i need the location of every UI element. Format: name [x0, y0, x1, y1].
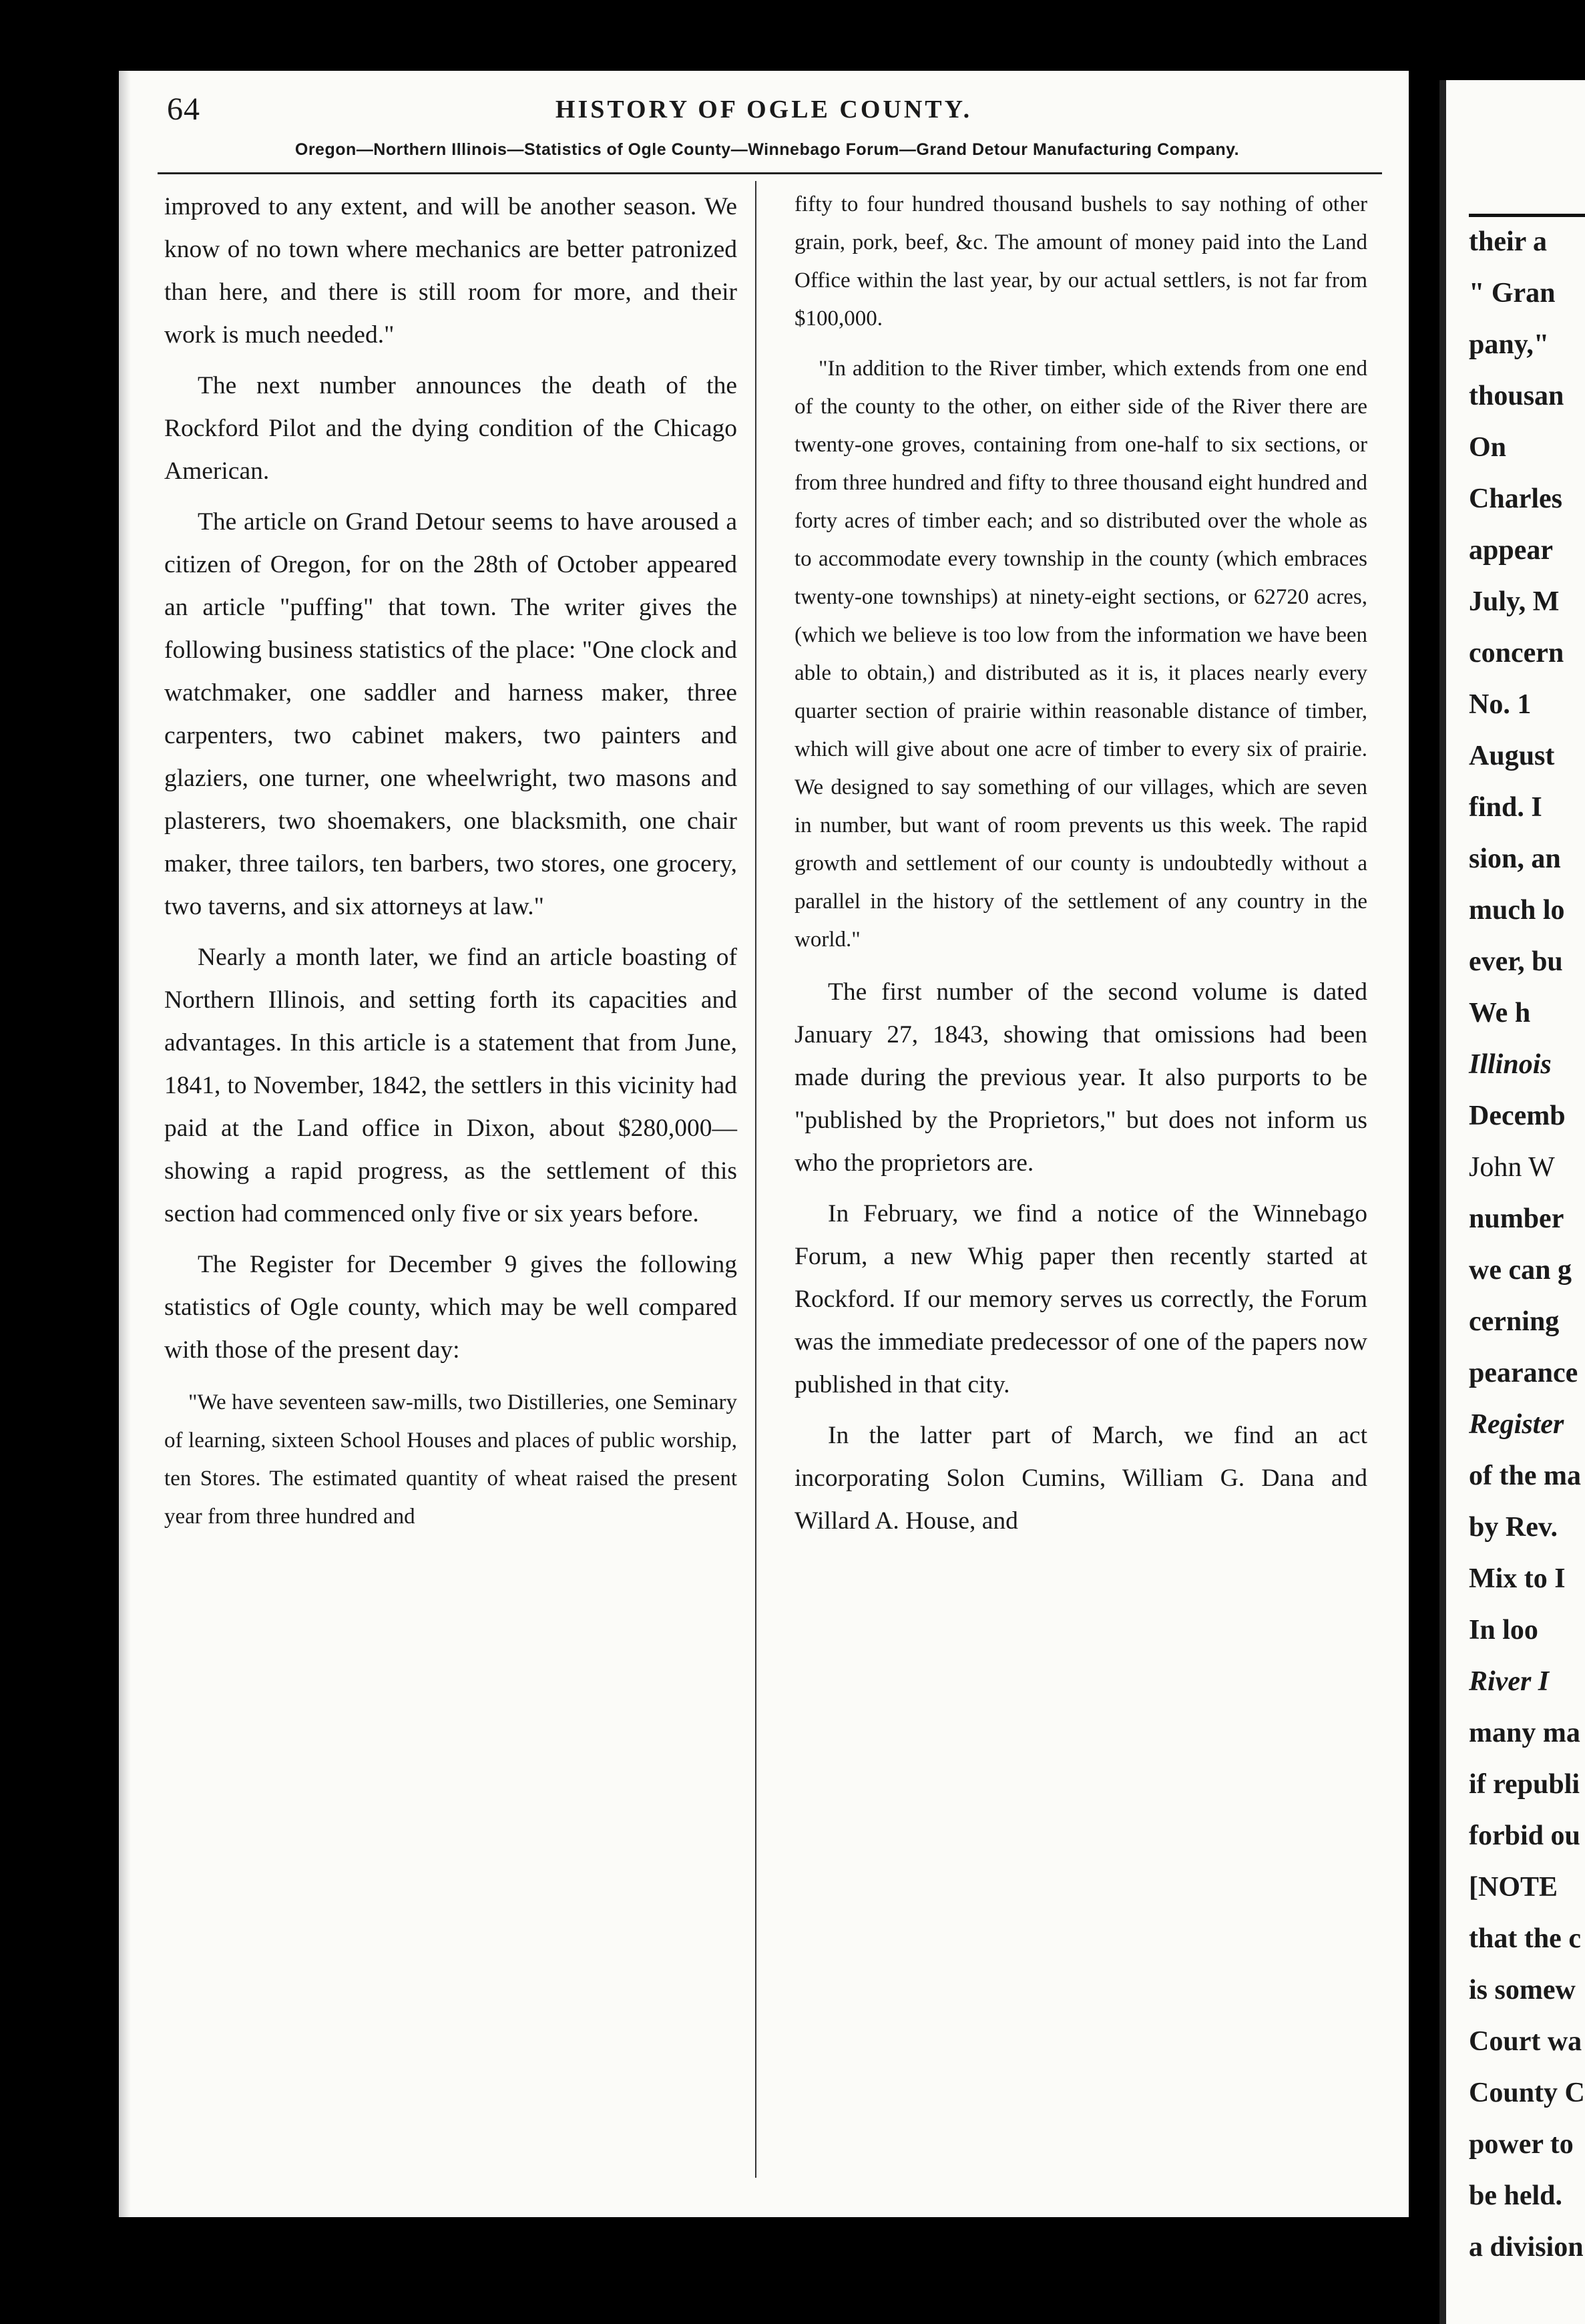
next-page-text-fragment: Register — [1469, 1409, 1564, 1440]
paragraph: The next number announces the death of the Rockford Pilot and the dying condition of the Chicago American. — [164, 372, 737, 485]
paragraph: Nearly a month later, we find an article boasting of Northern Illinois, and setting forth its capacities and advantages. In this article is a statement that from June, 1841, to November, 1842, the settlers in this vicinity had paid at the Land office in Dixon, about $280,000—showing a rapid progress, as the settlement of this section had commenced only five or six years before. — [164, 944, 737, 1227]
paragraph: improved to any extent, and will be another season. We know of no town where mechanics are better patronized than here, and there is still room for more, and their work is much needed." — [164, 193, 737, 349]
paragraph: The article on Grand Detour seems to have aroused a citizen of Oregon, for on the 28th of October appeared an article "puffing" that town. The writer gives the following business statistics of the place: "One clock and watchmaker, one saddler and harness maker, three carpenters, two cabinet makers, two painters and glaziers, one turner, one wheelwright, two masons and plasterers, two shoemakers, one blacksmith, one chair maker, three tailors, ten barbers, two stores, one grocery, two taverns, and six attorneys at law." — [164, 508, 737, 920]
next-page-text-fragment: Illinois — [1469, 1049, 1552, 1080]
page-gap — [1439, 80, 1446, 2324]
next-page-text-fragment: sion, an — [1469, 843, 1561, 874]
book-page — [119, 71, 1409, 2217]
next-page-text-fragment: is somew — [1469, 1975, 1576, 2005]
next-page-text-fragment: be held. — [1469, 2180, 1563, 2211]
next-page-text-fragment: much lo — [1469, 895, 1565, 926]
next-page-text-fragment: forbid ou — [1469, 1820, 1580, 1851]
left-column — [164, 186, 737, 1548]
next-page-text-fragment: by Rev. — [1469, 1512, 1558, 1543]
next-page-text-fragment: Decemb — [1469, 1101, 1566, 1131]
next-page-text-fragment: number — [1469, 1203, 1564, 1234]
next-page-text-fragment: cerning — [1469, 1306, 1560, 1337]
next-page-text-fragment: " Gran — [1469, 278, 1556, 309]
next-page-header-rule — [1469, 214, 1585, 217]
next-page-text-fragment: No. 1 — [1469, 689, 1532, 720]
quoted-paragraph: "In addition to the River timber, which extends from one end of the county to the other, on either side of the River there are twenty-one groves, containing from one-half to six sections, or from three hundred and fifty to three thousand eight hundred and forty acres of timber each; and so distributed over the whole as to accommodate every township in the county (which embraces twenty-one townships) at ninety-eight sections, or 62720 acres, (which we believe is too low from the information we have been able to obtain,) and distributed as it is, it places nearly every quarter section of prairie within reasonable distance of timber, which will give about one acre of timber to every six of prairie. We designed to say something of our villages, which are seven in number, but want of room prevents us this week. The rapid growth and settlement of our county is undoubtedly without a parallel in the history of the settlement of any country in the world." — [795, 357, 1367, 952]
paragraph: In the latter part of March, we find an act incorporating Solon Cumins, William G. Dana and Willard A. House, and — [795, 1422, 1367, 1535]
next-page-text-fragment: We h — [1469, 998, 1531, 1028]
next-page-text-fragment: concern — [1469, 638, 1564, 668]
next-page-text-fragment: ever, bu — [1469, 946, 1563, 977]
next-page-text-fragment: July, M — [1469, 586, 1560, 617]
next-page-text-fragment: pany," — [1469, 329, 1550, 360]
next-page-text-fragment: River I — [1469, 1666, 1550, 1697]
quoted-paragraph: fifty to four hundred thousand bushels to say nothing of other grain, pork, beef, &c. The amount of money paid into the Land Office within the last year, by our actual settlers, is not far from $100,000. — [795, 192, 1367, 331]
next-page-text-fragment: find. I — [1469, 792, 1542, 823]
next-page-text-fragment: Court wa — [1469, 2026, 1582, 2057]
next-page-text-fragment: In loo — [1469, 1615, 1538, 1645]
next-page-text-fragment: thousan — [1469, 381, 1564, 411]
next-page-text-fragment: their a — [1469, 226, 1548, 257]
paragraph: The first number of the second volume is dated January 27, 1843, showing that omissions had been made during the previous year. It also purports to be "published by the Proprietors," but does not inform us who the proprietors are. — [795, 978, 1367, 1177]
quoted-paragraph: "We have seventeen saw-mills, two Distilleries, one Seminary of learning, sixteen School Houses and places of public worship, ten Stores. The estimated quantity of wheat raised the present year from three hundred and — [164, 1390, 737, 1529]
next-page-text-fragment: many ma — [1469, 1718, 1580, 1748]
page-number: 64 — [167, 91, 200, 127]
next-page-text-fragment: On — [1469, 432, 1507, 463]
next-page-text-fragment: if republi — [1469, 1769, 1580, 1800]
section-subhead: Oregon—Northern Illinois—Statistics of Ogle County—Winnebago Forum—Grand Detour Manufacturing Company. — [294, 140, 1240, 159]
next-page-text-fragment: we can g — [1469, 1255, 1572, 1286]
next-page-text-fragment: power to — [1469, 2129, 1574, 2160]
next-page-text-fragment: appear — [1469, 535, 1553, 566]
page-gutter-shadow — [119, 71, 131, 2217]
column-divider — [755, 181, 756, 2178]
right-column — [795, 186, 1367, 1551]
next-page-text-fragment: August — [1469, 741, 1555, 771]
next-page-text-fragment: County C — [1469, 2078, 1585, 2108]
next-page-text-fragment: [NOTE — [1469, 1872, 1558, 1903]
next-page-text-fragment: John W — [1469, 1152, 1555, 1183]
paragraph: In February, we find a notice of the Winnebago Forum, a new Whig paper then recently started at Rockford. If our memory serves us correctly, the Forum was the immediate predecessor of one of the papers now published in that city. — [795, 1200, 1367, 1398]
next-page-edge — [1439, 80, 1585, 2324]
running-head: HISTORY OF OGLE COUNTY. — [555, 95, 973, 124]
next-page-text-fragment: Charles — [1469, 483, 1562, 514]
next-page-text-fragment: pearance — [1469, 1358, 1578, 1388]
header-rule — [158, 172, 1382, 174]
next-page-text-fragment: Mix to I — [1469, 1563, 1566, 1594]
paragraph: The Register for December 9 gives the following statistics of Ogle county, which may be well compared with those of the present day: — [164, 1251, 737, 1364]
next-page-text-fragment: of the ma — [1469, 1461, 1581, 1491]
next-page-text-fragment: that the c — [1469, 1923, 1581, 1954]
next-page-text-fragment: a division — [1469, 2232, 1584, 2263]
